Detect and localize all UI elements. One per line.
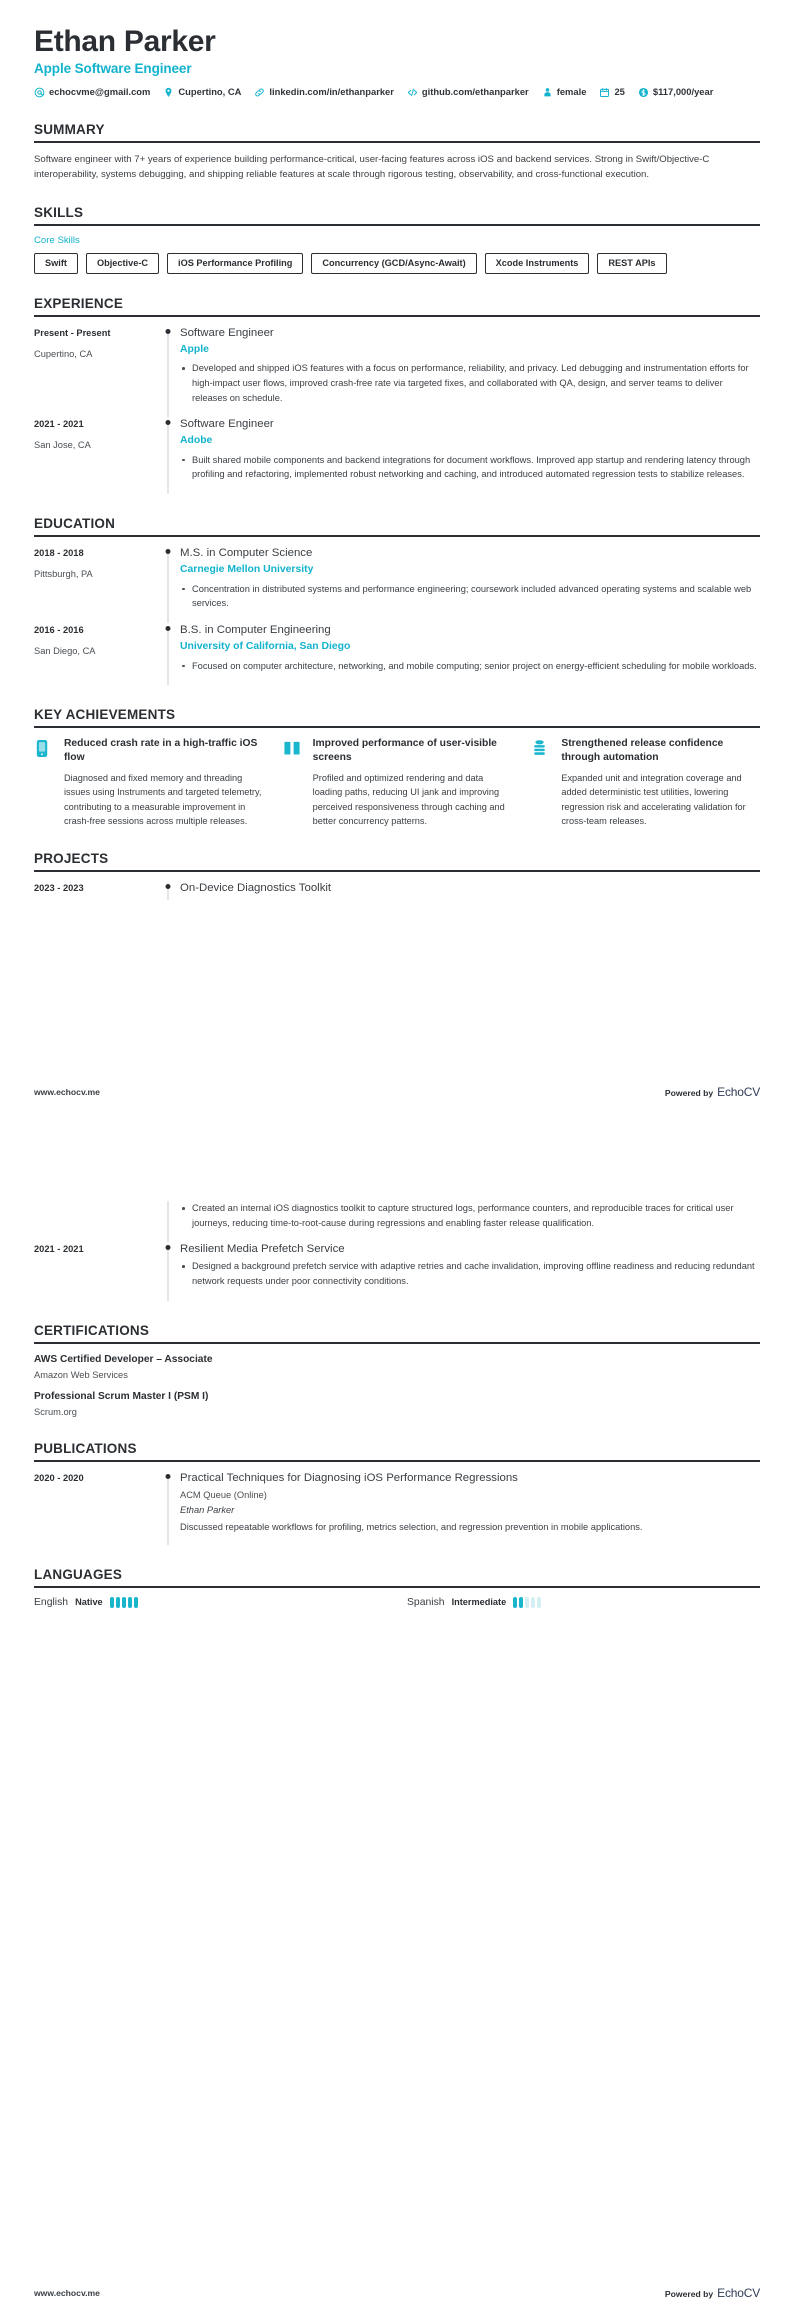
contact-age-text: 25 (614, 86, 625, 98)
page-footer (34, 1085, 760, 1099)
timeline-line (168, 422, 169, 494)
entry-body (180, 623, 760, 685)
entry-title: Software Engineer (180, 326, 274, 339)
section-projects (34, 851, 760, 908)
proficiency-bar (513, 1597, 517, 1608)
footer-powered-by-label: Powered by (664, 1088, 714, 1098)
section-key-achievements (34, 707, 760, 829)
languages-grid (34, 1597, 760, 1608)
proficiency-bar (128, 1597, 132, 1608)
entry-location: San Jose, CA (34, 440, 91, 451)
timeline-line (168, 1201, 169, 1242)
timeline-rail (156, 881, 180, 908)
proficiency-bar (122, 1597, 126, 1608)
code-icon (407, 87, 418, 98)
footer-url[interactable]: www.echocv.me (34, 1087, 100, 1097)
footer-brand (665, 2286, 760, 2300)
project-entry (34, 881, 760, 908)
resume-header (34, 0, 760, 100)
certification-name: AWS Certified Developer – Associate (34, 1353, 213, 1365)
entry-bullets (180, 1201, 760, 1230)
entry-meta (34, 881, 156, 908)
bullet-item: Focused on computer architecture, networking, and mobile computing; senior project on energy-efficient scheduling for mobile workloads. (180, 659, 760, 674)
contact-salary (638, 85, 713, 99)
entry-title: On-Device Diagnostics Toolkit (180, 881, 332, 894)
language-level: Intermediate (451, 1597, 507, 1608)
achievement-text (313, 737, 512, 829)
language-proficiency-meter (513, 1597, 541, 1608)
language-item-english (34, 1597, 387, 1608)
contact-age (599, 85, 624, 99)
footer-brand-name: EchoCV (717, 1085, 760, 1099)
timeline-dot (166, 1245, 171, 1250)
skills-heading: SKILLS (34, 204, 84, 220)
publications-heading: PUBLICATIONS (34, 1441, 137, 1457)
entry-meta (34, 546, 156, 623)
bullet-item: Designed a background prefetch service with adaptive retries and cache invalidation, improving offline readiness and reducing redundant network requests under poor connectivity conditions. (180, 1259, 760, 1288)
project-entry-continued (34, 1201, 760, 1242)
resume-page-1 (0, 0, 794, 1123)
footer-brand (665, 1085, 760, 1099)
section-divider (34, 141, 760, 143)
entry-dates: 2018 - 2018 (34, 548, 84, 559)
link-icon (254, 87, 265, 98)
timeline-dot (166, 626, 171, 631)
achievement-text (64, 737, 263, 829)
section-certifications (34, 1323, 760, 1420)
entry-title: B.S. in Computer Engineering (180, 624, 331, 636)
entry-bullets (180, 1259, 760, 1288)
publication-title: Practical Techniques for Diagnosing iOS Performance Regressions (180, 1472, 518, 1485)
certification-issuer: Amazon Web Services (34, 1370, 128, 1380)
certifications-heading: CERTIFICATIONS (34, 1322, 150, 1338)
entry-meta (34, 417, 156, 494)
skill-chip: Xcode Instruments (485, 253, 590, 274)
timeline-rail (156, 326, 180, 418)
education-heading: EDUCATION (34, 516, 116, 532)
contact-email[interactable] (34, 85, 150, 99)
entry-location: Pittsburgh, PA (34, 569, 93, 580)
entry-dates: 2016 - 2016 (34, 625, 84, 635)
experience-heading: EXPERIENCE (34, 295, 124, 311)
proficiency-bar (110, 1597, 114, 1608)
contact-salary-text: $117,000/year (652, 86, 714, 98)
section-divider (34, 1460, 760, 1462)
achievement-title: Strengthened release confidence through automation (561, 738, 724, 764)
section-divider (34, 1586, 760, 1588)
entry-title: M.S. in Computer Science (180, 547, 313, 560)
candidate-headline: Apple Software Engineer (34, 61, 192, 77)
entry-body (180, 881, 760, 908)
bullet-item: Developed and shipped iOS features with a focus on performance, reliability, and privacy. Led debugging and instrumentation efforts for high-impact user flows, improved crash-free rate via targeted fixes, and collaborated with QA, design, and server teams to deliver releases on schedule. (180, 361, 760, 405)
contact-email-text: echocvme@gmail.com (49, 86, 151, 98)
skill-chip: iOS Performance Profiling (167, 253, 303, 274)
timeline-dot (166, 420, 171, 425)
bullet-item: Built shared mobile components and backend integrations for document workflows. Improved app startup and rendering latency through profiling and refactoring, implemented robust networking and caching, and introduced automated regression tests to stabilize releases. (180, 453, 760, 482)
publication-authors: Ethan Parker (180, 1505, 235, 1516)
contact-gender-text: female (556, 86, 587, 98)
footer-url[interactable]: www.echocv.me (34, 2288, 100, 2298)
achievement-title: Improved performance of user-visible screens (312, 738, 497, 764)
summary-heading: SUMMARY (34, 121, 105, 137)
proficiency-bar (537, 1597, 541, 1608)
entry-body (180, 326, 760, 418)
achievement-description: Profiled and optimized rendering and data loading paths, reducing UI jank and improving perceived responsiveness through caching and better concurrency patterns. (312, 772, 505, 827)
experience-entry (34, 417, 760, 494)
entry-dates: 2020 - 2020 (34, 1473, 84, 1484)
entry-meta (34, 1471, 156, 1545)
timeline-line (168, 551, 169, 623)
language-proficiency-meter (110, 1597, 138, 1608)
timeline-line (168, 628, 169, 685)
certification-item (34, 1353, 760, 1382)
timeline-rail (156, 1471, 180, 1545)
proficiency-bar (525, 1597, 529, 1608)
timeline-line (168, 331, 169, 418)
section-publications (34, 1441, 760, 1545)
section-divider (34, 870, 760, 872)
skill-chip: Objective-C (86, 253, 159, 274)
entry-body (180, 417, 760, 494)
education-entry (34, 546, 760, 623)
section-experience (34, 296, 760, 495)
bullet-item: Concentration in distributed systems and performance engineering; coursework included advanced operating systems and scalable web services. (180, 582, 760, 611)
contact-linkedin[interactable] (254, 85, 394, 99)
section-divider (34, 224, 760, 226)
calendar-icon (599, 87, 610, 98)
skill-chip: REST APIs (597, 253, 666, 274)
entry-bullets (180, 453, 760, 482)
proficiency-bar (116, 1597, 120, 1608)
achievement-description: Diagnosed and fixed memory and threading issues using Instruments and targeted telemetry, contributing to a measurable improvement in crash-free sessions across multiple releases. (64, 772, 262, 827)
contact-linkedin-text: linkedin.com/in/ethanparker (269, 86, 394, 98)
achievement-card (283, 737, 512, 829)
skill-chip: Swift (34, 253, 78, 274)
section-divider (34, 726, 760, 728)
certification-item (34, 1390, 760, 1419)
entry-title: Resilient Media Prefetch Service (180, 1243, 345, 1256)
timeline-line (168, 1476, 169, 1545)
entry-meta (34, 623, 156, 685)
footer-brand-name: EchoCV (717, 2286, 760, 2300)
entry-organization: Carnegie Mellon University (180, 564, 314, 576)
projects-heading: PROJECTS (34, 850, 109, 866)
entry-organization: Adobe (180, 435, 213, 447)
footer-powered-by-label: Powered by (664, 2289, 714, 2299)
timeline-rail (156, 417, 180, 494)
entry-organization: University of California, San Diego (180, 640, 351, 652)
education-entry (34, 623, 760, 685)
timeline-rail (156, 1201, 180, 1242)
entry-dates: 2021 - 2021 (34, 1244, 84, 1255)
contact-gender (542, 85, 587, 99)
email-icon (34, 87, 45, 98)
section-divider (34, 535, 760, 537)
entry-organization: Apple (180, 343, 209, 355)
section-education (34, 516, 760, 685)
achievement-text (561, 737, 760, 829)
publication-description: Discussed repeatable workflows for profiling, metrics selection, and regression prevention in mobile applications. (180, 1522, 643, 1533)
entry-dates: Present - Present (34, 327, 111, 338)
language-item-spanish (407, 1597, 760, 1608)
entry-meta (34, 1242, 156, 1300)
proficiency-bar (531, 1597, 535, 1608)
languages-heading: LANGUAGES (34, 1566, 123, 1582)
entry-bullets (180, 582, 760, 611)
section-skills (34, 205, 760, 274)
proficiency-bar (519, 1597, 523, 1608)
timeline-rail (156, 1242, 180, 1300)
language-name: English (34, 1596, 69, 1608)
contact-github-text: github.com/ethanparker (421, 86, 529, 98)
achievement-card (531, 737, 760, 829)
achievement-description: Expanded unit and integration coverage and added deterministic test utilities, lowering regression risk and accelerating validation for cross-team releases. (561, 772, 746, 827)
certification-name: Professional Scrum Master I (PSM I) (34, 1391, 209, 1403)
timeline-rail (156, 546, 180, 623)
summary-text: Software engineer with 7+ years of experience building performance-critical, user-facing features across iOS and backend services. Strong in Swift/Objective-C interoperability, systems debugging, and shipping reliable features at scale through rigorous testing, observability, and cross-functional execution. (34, 153, 710, 181)
section-summary (34, 122, 760, 183)
entry-body (180, 1201, 760, 1242)
candidate-name: Ethan Parker (34, 25, 216, 58)
entry-body (180, 1471, 760, 1545)
achievements-grid (34, 737, 760, 829)
timeline-line (168, 1247, 169, 1300)
key-achievements-heading: KEY ACHIEVEMENTS (34, 707, 176, 723)
timeline-rail (156, 623, 180, 685)
page-footer (34, 2286, 760, 2300)
section-projects-continued (34, 1201, 760, 1301)
entry-title: Software Engineer (180, 418, 274, 431)
entry-bullets (180, 361, 760, 405)
entry-bullets (180, 659, 760, 674)
contact-row (34, 85, 734, 99)
language-name: Spanish (407, 1596, 445, 1608)
mobile-device-icon (34, 737, 56, 758)
salary-icon (638, 87, 649, 98)
skills-chip-list (34, 253, 760, 274)
entry-meta (34, 326, 156, 418)
resume-page-2 (0, 1201, 794, 2324)
location-icon (163, 87, 174, 98)
timeline-dot (166, 884, 171, 889)
entry-location: Cupertino, CA (34, 348, 93, 359)
timeline-dot (166, 1474, 171, 1479)
timeline-dot (166, 329, 171, 334)
publication-entry (34, 1471, 760, 1545)
section-divider (34, 315, 760, 317)
timeline-dot (166, 549, 171, 554)
skills-group-label: Core Skills (34, 234, 80, 246)
section-languages (34, 1567, 760, 1608)
project-entry (34, 1242, 760, 1300)
certification-issuer: Scrum.org (34, 1407, 77, 1418)
entry-meta (34, 1201, 156, 1242)
proficiency-bar (134, 1597, 138, 1608)
experience-entry (34, 326, 760, 418)
achievement-title: Reduced crash rate in a high-traffic iOS flow (64, 738, 258, 764)
language-level: Native (75, 1597, 103, 1608)
achievement-card (34, 737, 263, 829)
skill-chip: Concurrency (GCD/Async-Await) (311, 253, 476, 274)
entry-body (180, 546, 760, 623)
layers-icon (531, 737, 553, 758)
contact-github[interactable] (407, 85, 529, 99)
entry-dates: 2023 - 2023 (34, 882, 84, 893)
contact-location (163, 85, 241, 99)
bullet-item: Created an internal iOS diagnostics toolkit to capture structured logs, performance counters, and reproducible traces for critical user journeys, reducing time-to-root-cause during regressions and enabling faster release qualification. (180, 1201, 760, 1230)
person-icon (542, 87, 553, 98)
entry-dates: 2021 - 2021 (34, 419, 84, 430)
section-divider (34, 1342, 760, 1344)
contact-location-text: Cupertino, CA (178, 86, 242, 98)
entry-location: San Diego, CA (34, 645, 96, 656)
publication-venue: ACM Queue (Online) (180, 1490, 267, 1501)
entry-body (180, 1242, 760, 1300)
book-icon (283, 737, 305, 757)
